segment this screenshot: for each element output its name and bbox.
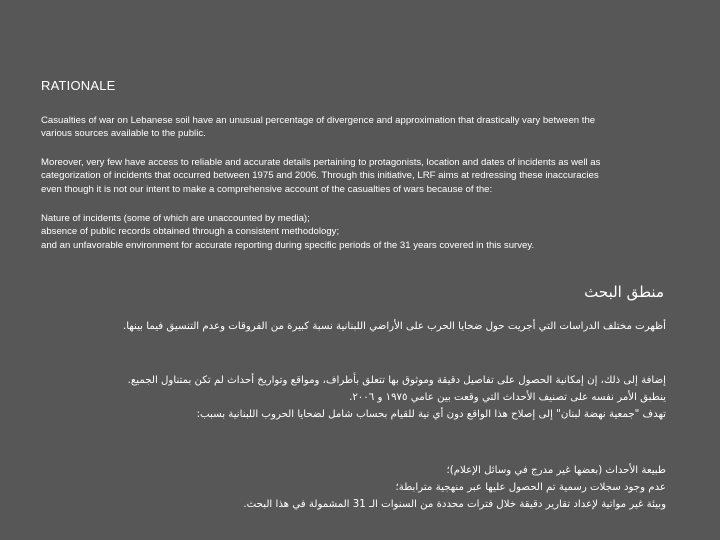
text-line: تهدف "جمعية نهضة لبنان" إلى إصلاح هذا الواقع دون أي نية للقيام بحساب شامل لضحايا الحروب اللبنانية بسبب: [196,409,666,421]
text-line: categorization of incidents that occurred between 1975 and 2006. Through this initiative, LRF aims at redressing these inaccuracies [41,170,599,182]
text-line: absence of public records obtained through a consistent methodology; [41,226,340,238]
rationale-title: RATIONALE [41,78,116,93]
text-line: وبيئة غير مواتية لإعداد تقارير دقيقة خلال فترات محددة من السنوات الـ 31 المشمولة في هذا البحث. [243,499,666,511]
arabic-paragraph-1 [26,318,666,335]
arabic-title: منطق البحث [584,283,664,301]
text-line: إضافة إلى ذلك، إن إمكانية الحصول على تفاصيل دقيقة وموثوق بها تتعلق بأطراف، ومواقع وتواريخ أحداث لم تكن بمتناول الجميع. [127,375,666,386]
text-line: Moreover, very few have access to reliable and accurate details pertaining to protagonists, location and dates of incidents as well as [41,157,601,168]
text-line: Casualties of war on Lebanese soil have an unusual percentage of divergence and approximation that drastically vary between the [41,115,596,126]
english-paragraph-1 [41,114,691,141]
text-line: and an unfavorable environment for accurate reporting during specific periods of the 31 years covered in this survey. [41,239,535,251]
english-paragraph-2 [41,156,691,196]
text-line: عدم وجود سجلات رسمية تم الحصول عليها عبر منهجية مترابطة؛ [395,482,666,494]
english-paragraph-3 [41,212,691,252]
arabic-paragraph-2 [26,372,666,424]
text-line: ينطبق الأمر نفسه على تصنيف الأحداث التي وقعت بين عامي ١٩٧٥ و ٢٠٠٦. [349,392,666,404]
text-line: أظهرت مختلف الدراسات التي أجريت حول ضحايا الحرب على الأراضي اللبنانية نسبة كبيرة من الفروقات وعدم التنسيق فيما بينها. [122,321,666,332]
arabic-paragraph-3 [26,462,666,514]
text-line: various sources available to the public. [41,128,206,140]
text-line: even though it is not our intent to make a comprehensive account of the casualties of wars because of the: [41,183,493,195]
text-line: Nature of incidents (some of which are unaccounted by media); [41,213,310,224]
text-line: طبيعة الأحداث (بعضها غير مدرج في وسائل الإعلام)؛ [446,465,666,476]
